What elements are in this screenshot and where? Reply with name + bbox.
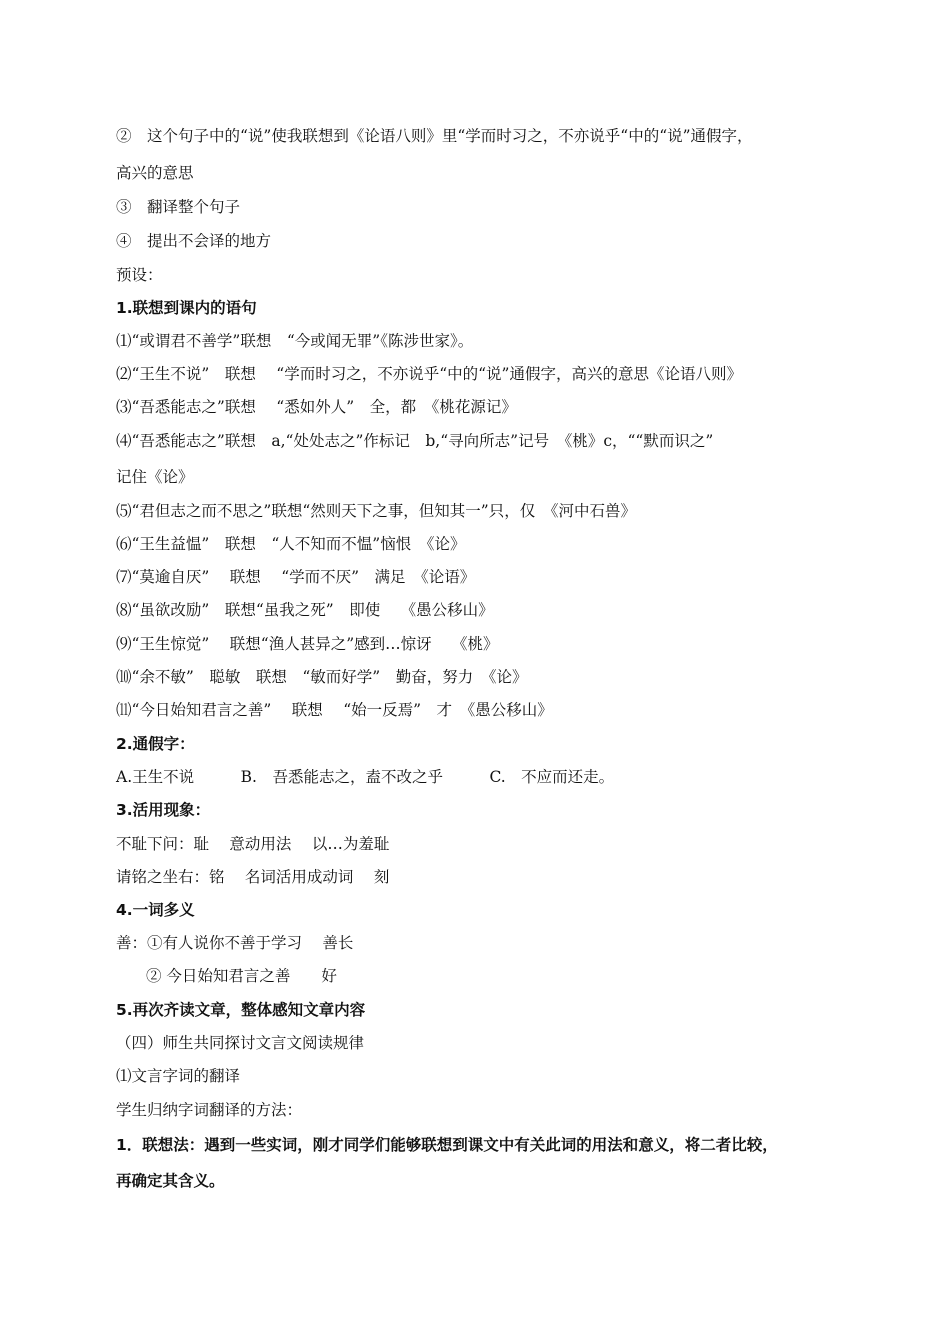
text-line: A.王生不说 B. 吾悉能志之，盍不改之乎 C. 不应而还走。 <box>116 768 615 786</box>
text-line: 不耻下问：耻 意动用法 以…为羞耻 <box>116 835 390 853</box>
text-line: 学生归纳字词翻译的方法： <box>116 1101 303 1119</box>
text-line: ② 今日始知君言之善 好 <box>146 967 337 985</box>
section-heading: 2.通假字： <box>116 735 195 753</box>
text-line: ⑹“王生益愠” 联想 “人不知而不愠”恼恨 《论》 <box>116 535 466 553</box>
text-line: ⑻“虽欲改励” 联想“虽我之死” 即使 《愚公移山》 <box>116 601 494 619</box>
text-line: ⑽“余不敏” 聪敏 联想 “敏而好学” 勤奋，努力 《论》 <box>116 668 528 686</box>
text-line: ④ 提出不会译的地方 <box>116 232 272 250</box>
text-line: 请铭之坐右：铭 名词活用成动词 刻 <box>116 868 390 886</box>
text-line: ⑵“王生不说” 联想 “学而时习之，不亦说乎“中的“说”通假字，高兴的意思《论语八则》 <box>116 365 742 383</box>
text-line: ⑴文言字词的翻译 <box>116 1067 241 1085</box>
text-line: ⑸“君但志之而不思之”联想“然则天下之事，但知其一”只，仅 《河中石兽》 <box>116 502 636 520</box>
text-line: ② 这个句子中的“说”使我联想到《论语八则》里“学而时习之，不亦说乎“中的“说”通假字， <box>116 127 753 145</box>
section-heading: 3.活用现象： <box>116 801 211 819</box>
text-line: （四）师生共同探讨文言文阅读规律 <box>116 1034 365 1052</box>
section-heading: 5.再次齐读文章，整体感知文章内容 <box>116 1001 366 1019</box>
text-line: ⑾“今日始知君言之善” 联想 “始一反焉” 才 《愚公移山》 <box>116 701 553 719</box>
section-heading: 4.一词多义 <box>116 901 195 919</box>
section-heading: 1.联想到课内的语句 <box>116 299 257 317</box>
text-line: 高兴的意思 <box>116 164 194 182</box>
text-line: ⑺“莫逾自厌” 联想 “学而不厌” 满足 《论语》 <box>116 568 476 586</box>
text-line: 记住《论》 <box>116 468 194 486</box>
section-heading: 1．联想法：遇到一些实词，刚才同学们能够联想到课文中有关此词的用法和意义，将二者比较， <box>116 1136 778 1154</box>
text-line: ③ 翻译整个句子 <box>116 198 241 216</box>
text-line: ⑷“吾悉能志之”联想 a,“处处志之”作标记 b,“寻向所志”记号 《桃》c，““默而识之” <box>116 432 714 450</box>
text-line: 善：①有人说你不善于学习 善长 <box>116 934 354 952</box>
text-line: ⑼“王生惊觉” 联想“渔人甚异之”感到…惊讶 《桃》 <box>116 635 499 653</box>
section-heading: 再确定其含义。 <box>116 1172 225 1190</box>
text-line: ⑶“吾悉能志之”联想 “悉如外人” 全，都 《桃花源记》 <box>116 398 517 416</box>
text-line: 预设： <box>116 266 163 284</box>
text-line: ⑴“或谓君不善学”联想 “今或闻无罪”《陈涉世家》。 <box>116 332 474 350</box>
